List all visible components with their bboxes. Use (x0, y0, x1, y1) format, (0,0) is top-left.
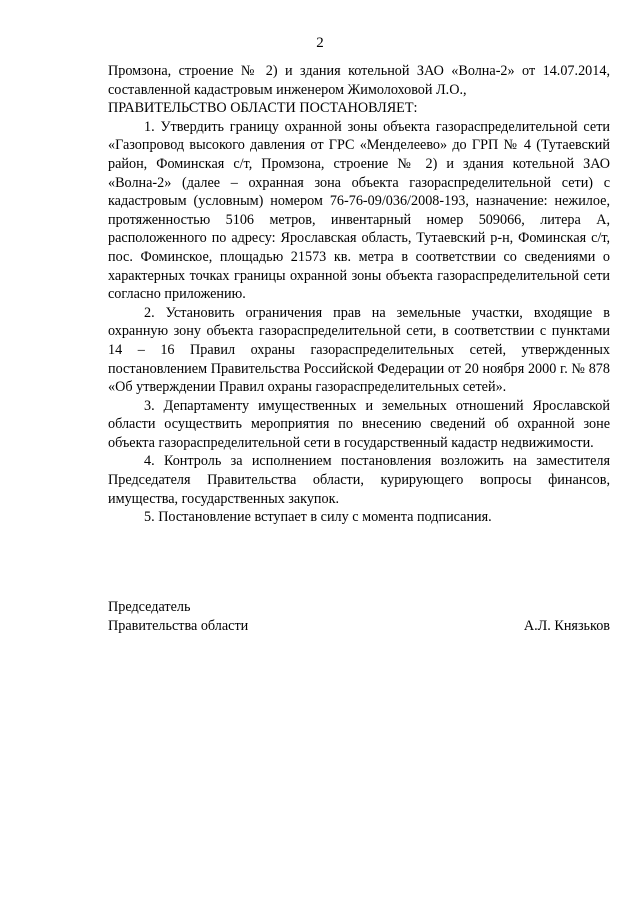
paragraph-4: 4. Контроль за исполнением постановления возложить на заместителя Председателя Правительства области, курирующего вопросы финансов, имущества, государственных закупок. (108, 453, 610, 507)
document-body (108, 62, 610, 527)
page-number: 2 (316, 35, 324, 51)
paragraph-1: 1. Утвердить границу охранной зоны объекта газораспределительной сети «Газопровод высокого давления от ГРС «Менделеево» до ГРП № 4 (Тутаевский район, Фоминская с/т, Промзона, строение № 2) и здания котельной ЗАО «Волна-2» (далее – охранная зона объекта газораспределительной сети) с кадастровым (условным) номером 76-76-09/036/2008-193, назначение: нежилое, протяженностью 5106 метров, инвентарный номер 509066, литера А, расположенного по адресу: Ярославская область, Тутаевский р-н, Фоминская с/т, пос. Фоминское, площадью 21573 кв. метра в соответствии со сведениями о характерных точках границы охранной зоны объекта газораспределительной сети согласно приложению. (108, 118, 610, 303)
signatory-name: А.Л. Князьков (523, 618, 610, 634)
intro-line: Промзона, строение № 2) и здания котельной ЗАО «Волна-2» от 14.07.2014, составленной кадастровым инженером Жимолоховой Л.О., (108, 63, 610, 98)
paragraph-5: 5. Постановление вступает в силу с момента подписания. (144, 509, 492, 526)
paragraph-3: 3. Департаменту имущественных и земельных отношений Ярославской области осуществить мероприятия по внесению сведений об охранной зоне объекта газораспределительной сети в государственный кадастр недвижимости. (108, 397, 610, 451)
signatory-title-line1: Председатель (108, 599, 191, 615)
paragraph-2: 2. Установить ограничения прав на земельные участки, входящие в охранную зону объекта газораспределительной сети, в соответствии с пунктами 14 – 16 Правил охраны газораспределительных сетей, утвержденных постановлением Правительства Российской Федерации от 20 ноября 2000 г. № 878 «Об утверждении Правил охраны газораспределительных сетей». (108, 304, 610, 396)
signature-block (108, 598, 610, 636)
signatory-title-line2: Правительства области (108, 618, 249, 634)
resolution-heading: ПРАВИТЕЛЬСТВО ОБЛАСТИ ПОСТАНОВЛЯЕТ: (108, 100, 418, 117)
signature-row (108, 617, 610, 636)
